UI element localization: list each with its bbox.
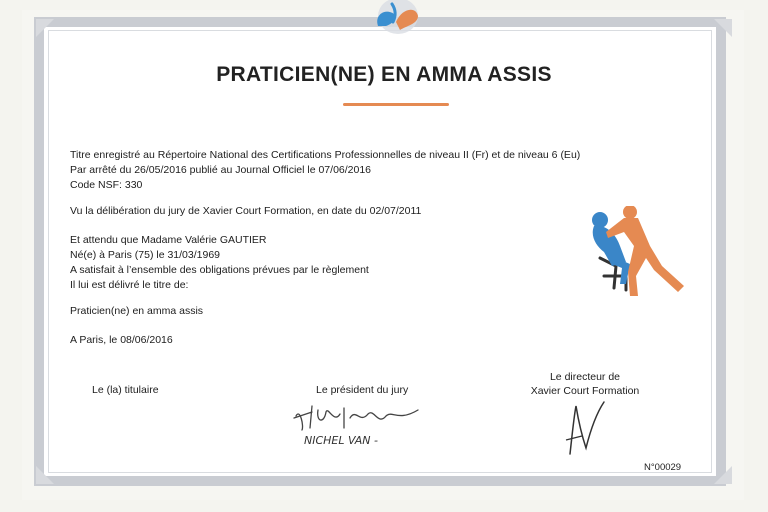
title-awarded-block [70,304,203,319]
director-label-line2: Xavier Court Formation [530,385,640,397]
place-date-block [70,333,173,348]
president-signature-text: NICHEL VAN - [304,434,378,447]
registration-block [70,148,580,193]
registration-line: Titre enregistré au Répertoire National des Certifications Professionnelles de niveau II (Fr) et de niveau 6 (Eu) [70,149,581,161]
nsf-code-line: Code NSF: 330 [70,179,143,191]
decree-line: Par arrêté du 26/05/2016 publié au Journal Officiel le 07/06/2016 [70,164,372,176]
president-signature-image [290,398,430,450]
recipient-block [70,233,369,293]
title-awarded-line: Praticien(ne) en amma assis [70,305,204,317]
frame-corner-bottom-right [714,466,732,484]
director-signature-image [560,396,610,458]
title-underline [343,103,449,106]
recipient-name-line: Et attendu que Madame Valérie GAUTIER [70,234,267,246]
xavier-court-logo-icon [356,0,430,40]
serial-number: N°00029 [644,462,682,473]
holder-signature-label: Le (la) titulaire [92,384,159,396]
seated-massage-illustration-icon [586,206,696,302]
obligations-line: A satisfait à l’ensemble des obligations prévues par le règlement [70,264,369,276]
president-signature-label: Le président du jury [316,384,409,396]
director-signature-label [520,370,650,398]
frame-corner-top-right [714,19,732,37]
awarded-line: Il lui est délivré le titre de: [70,279,189,291]
place-date-line: A Paris, le 08/06/2016 [70,334,173,346]
deliberation-line: Vu la délibération du jury de Xavier Court Formation, en date du 02/07/2011 [70,205,422,217]
birth-line: Né(e) à Paris (75) le 31/03/1969 [70,249,220,261]
deliberation-block [70,204,421,219]
certificate-title: PRATICIEN(NE) EN AMMA ASSIS [216,63,552,86]
frame-corner-top-left [36,19,54,37]
director-label-line1: Le directeur de [549,371,621,383]
frame-corner-bottom-left [36,466,54,484]
